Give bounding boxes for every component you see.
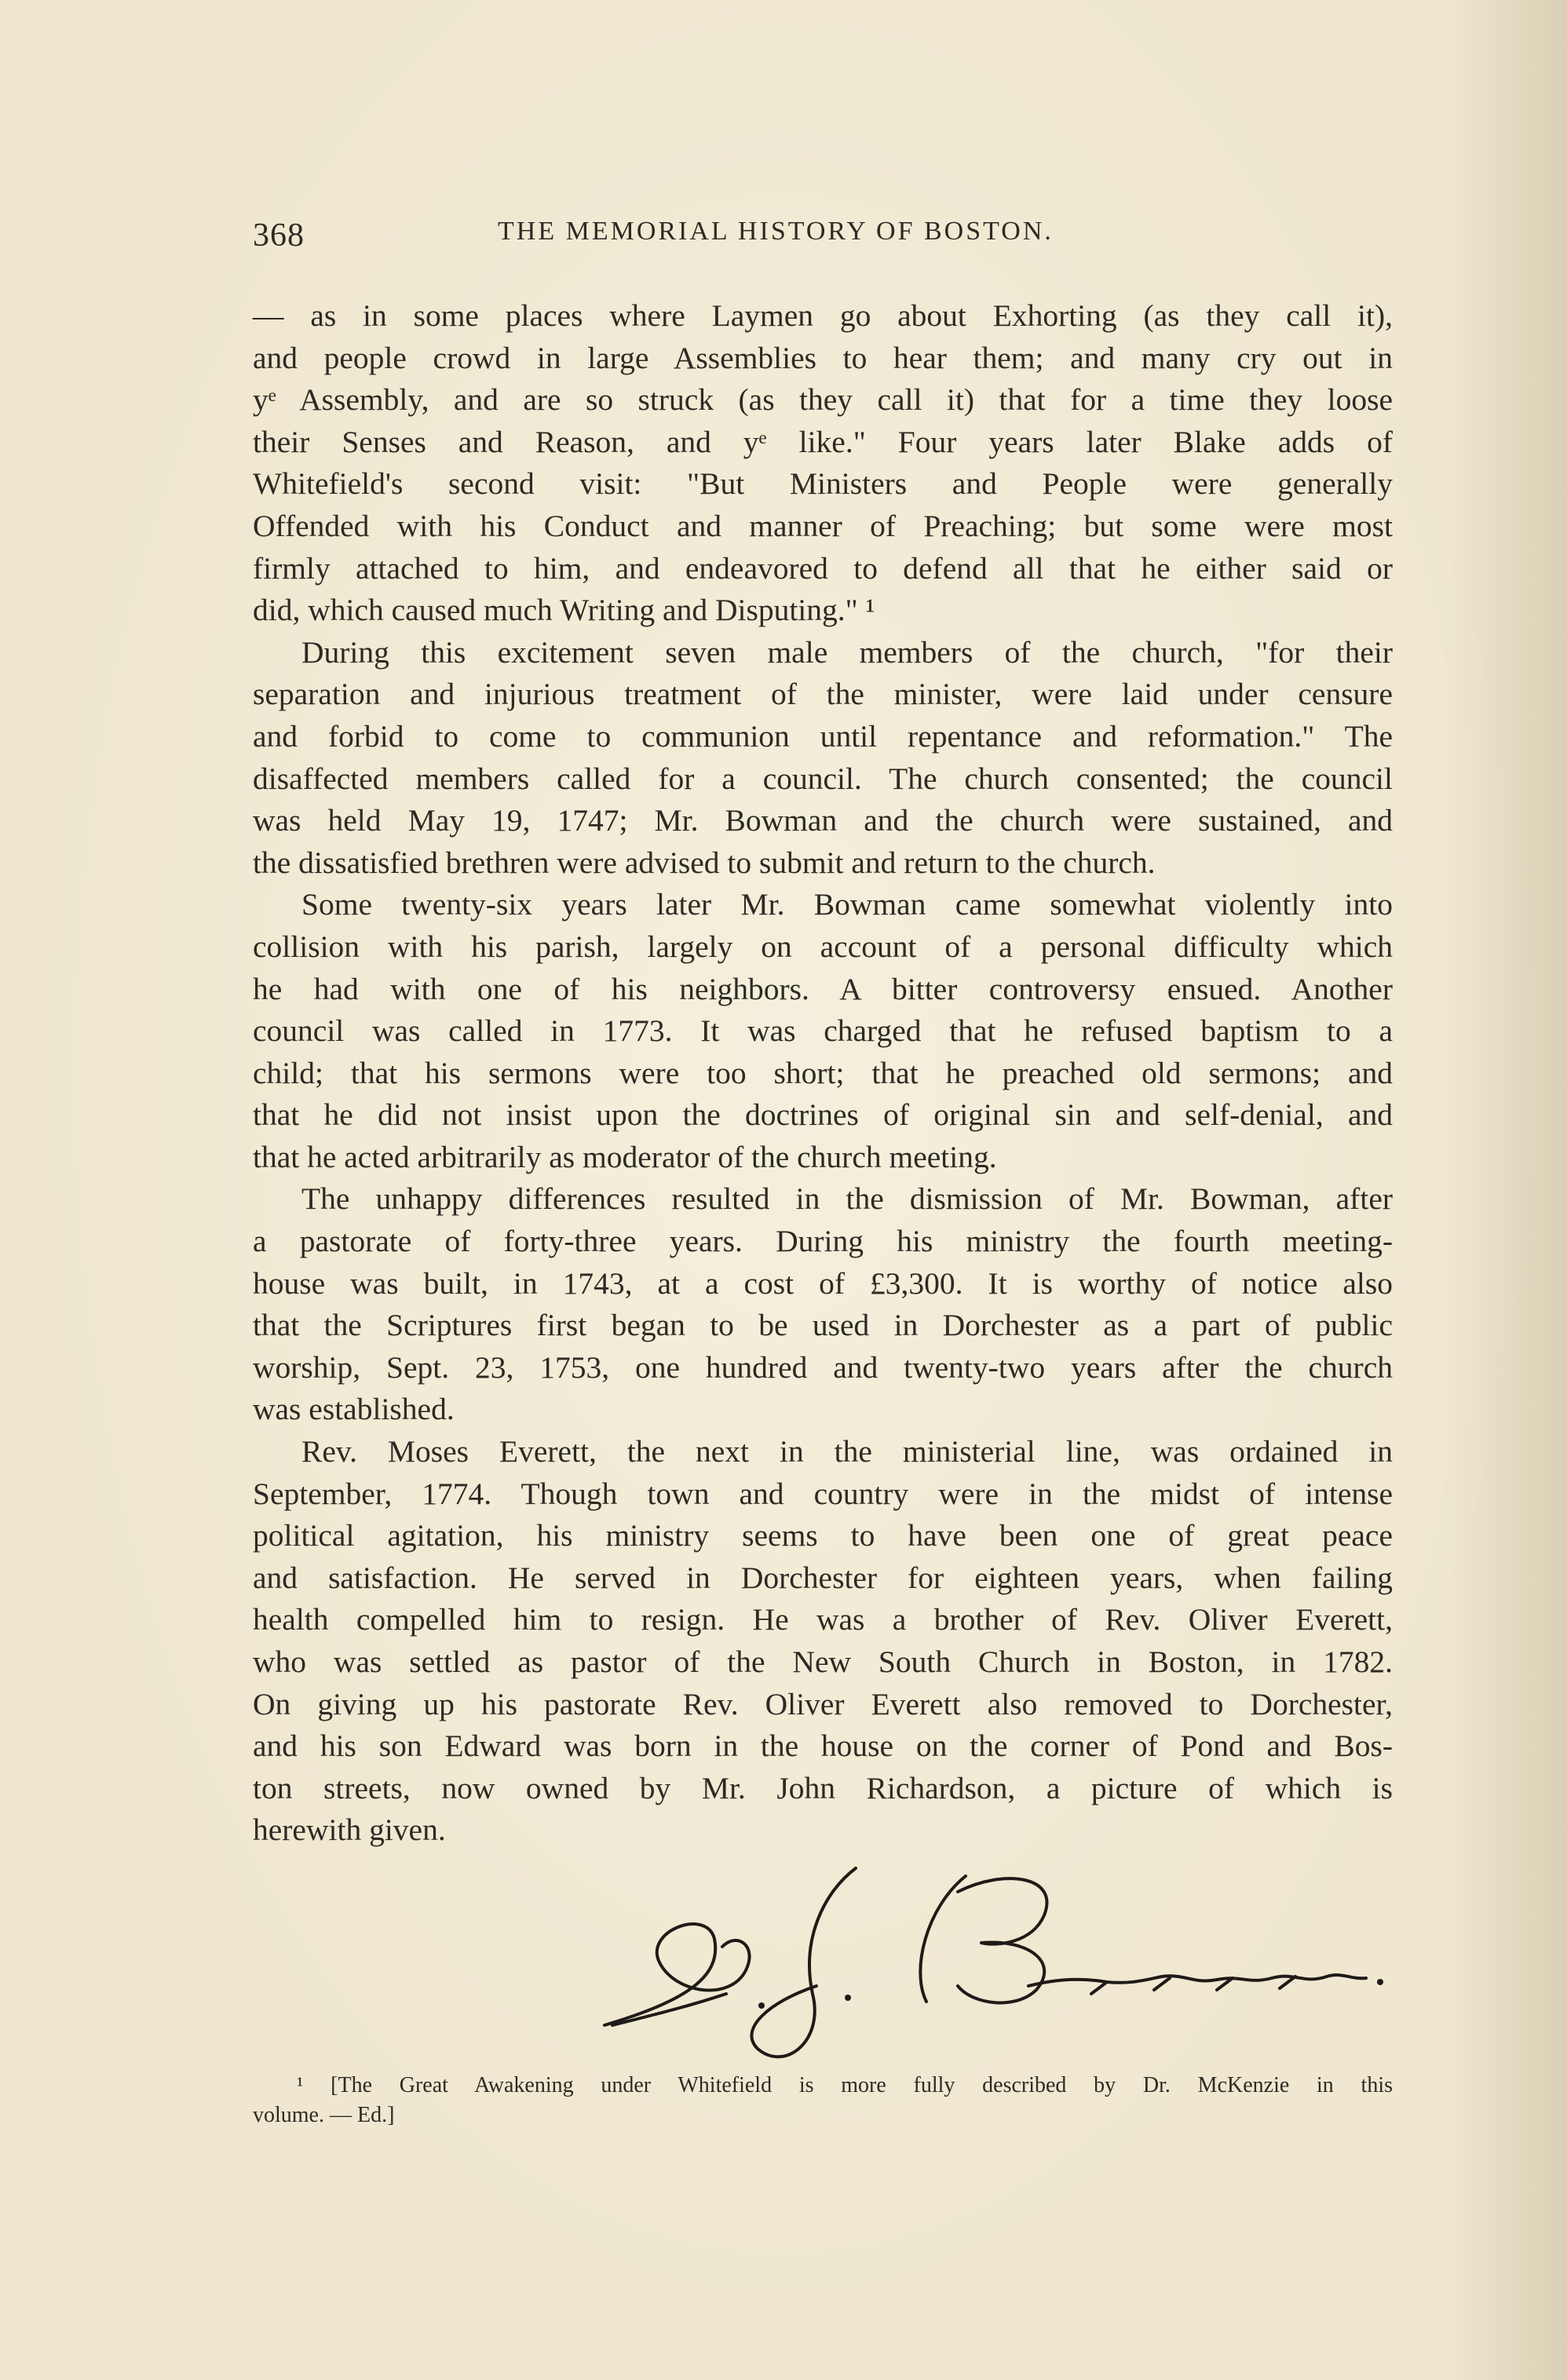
text-line: house was built, in 1743, at a cost of £3,300. It is worthy of notice also bbox=[253, 1265, 1393, 1301]
text-line: The unhappy differences resulted in the dismission of Mr. Bowman, after bbox=[301, 1181, 1393, 1217]
text-line: was established. bbox=[253, 1392, 455, 1427]
text-line: council was called in 1773. It was charged that he refused baptism to a bbox=[253, 1013, 1393, 1049]
footnote-line: volume. — Ed.] bbox=[253, 2103, 395, 2127]
text-line: Some twenty-six years later Mr. Bowman came somewhat violently into bbox=[301, 887, 1393, 922]
text-line: the dissatisfied brethren were advised to submit and return to the church. bbox=[253, 845, 1156, 880]
text-line: disaffected members called for a council. The church consented; the council bbox=[253, 761, 1393, 796]
text-line: he had with one of his neighbors. A bitter controversy ensued. Another bbox=[253, 971, 1393, 1006]
text-line: child; that his sermons were too short; that he preached old sermons; and bbox=[253, 1055, 1393, 1090]
text-line: political agitation, his ministry seems to have been one of great peace bbox=[253, 1518, 1393, 1553]
text-line: — as in some places where Laymen go about Exhorting (as they call it), bbox=[253, 298, 1393, 333]
text-line: that he did not insist upon the doctrines of original sin and self-denial, and bbox=[253, 1097, 1393, 1133]
text-line: that he acted arbitrarily as moderator of the church meeting. bbox=[253, 1139, 997, 1174]
text-line: On giving up his pastorate Rev. Oliver Everett also removed to Dorchester, bbox=[253, 1686, 1393, 1721]
text-line: and people crowd in large Assemblies to hear them; and many cry out in bbox=[253, 340, 1393, 375]
handwritten-signature bbox=[589, 1845, 1421, 2072]
text-line: that the Scriptures first began to be used in Dorchester as a part of public bbox=[253, 1308, 1393, 1343]
text-line: herewith given. bbox=[253, 1812, 446, 1848]
text-line: did, which caused much Writing and Disputing." ¹ bbox=[253, 593, 875, 628]
page-number: 368 bbox=[253, 217, 305, 254]
text-line: Whitefield's second visit: "But Ministers and People were generally bbox=[253, 466, 1393, 502]
footnote bbox=[253, 2071, 1393, 2130]
text-line: firmly attached to him, and endeavored to defend all that he either said or bbox=[253, 550, 1393, 586]
text-line: and satisfaction. He served in Dorchester for eighteen years, when failing bbox=[253, 1560, 1393, 1595]
text-line: their Senses and Reason, and yᵉ like." Four years later Blake adds of bbox=[253, 424, 1393, 459]
text-line: During this excitement seven male members of the church, "for their bbox=[301, 634, 1393, 670]
signature-graphic bbox=[589, 1845, 1421, 2072]
text-line: and his son Edward was born in the house on the corner of Pond and Bos- bbox=[253, 1728, 1393, 1764]
text-line: September, 1774. Though town and country were in the midst of intense bbox=[253, 1476, 1393, 1511]
running-title: THE MEMORIAL HISTORY OF BOSTON. bbox=[498, 217, 1054, 246]
text-line: a pastorate of forty-three years. During his ministry the fourth meeting- bbox=[253, 1224, 1393, 1259]
text-line: was held May 19, 1747; Mr. Bowman and the church were sustained, and bbox=[253, 803, 1393, 838]
text-line: yᵉ Assembly, and are so struck (as they call it) that for a time they loose bbox=[253, 382, 1393, 418]
text-line: who was settled as pastor of the New South Church in Boston, in 1782. bbox=[253, 1644, 1393, 1679]
text-line: worship, Sept. 23, 1753, one hundred and twenty-two years after the church bbox=[253, 1349, 1393, 1385]
page-header bbox=[253, 212, 1393, 259]
text-line: separation and injurious treatment of the minister, were laid under censure bbox=[253, 677, 1393, 712]
text-line: collision with his parish, largely on account of a personal difficulty which bbox=[253, 929, 1393, 964]
text-line: health compelled him to resign. He was a brother of Rev. Oliver Everett, bbox=[253, 1602, 1393, 1637]
text-line: ton streets, now owned by Mr. John Richardson, a picture of which is bbox=[253, 1770, 1393, 1805]
body-text bbox=[253, 295, 1393, 1852]
text-line: and forbid to come to communion until repentance and reformation." The bbox=[253, 718, 1393, 754]
text-line: Rev. Moses Everett, the next in the ministerial line, was ordained in bbox=[301, 1434, 1393, 1469]
footnote-line: ¹ [The Great Awakening under Whitefield is more fully described by Dr. McKenzie in this bbox=[297, 2073, 1393, 2097]
text-line: Offended with his Conduct and manner of Preaching; but some were most bbox=[253, 508, 1393, 543]
